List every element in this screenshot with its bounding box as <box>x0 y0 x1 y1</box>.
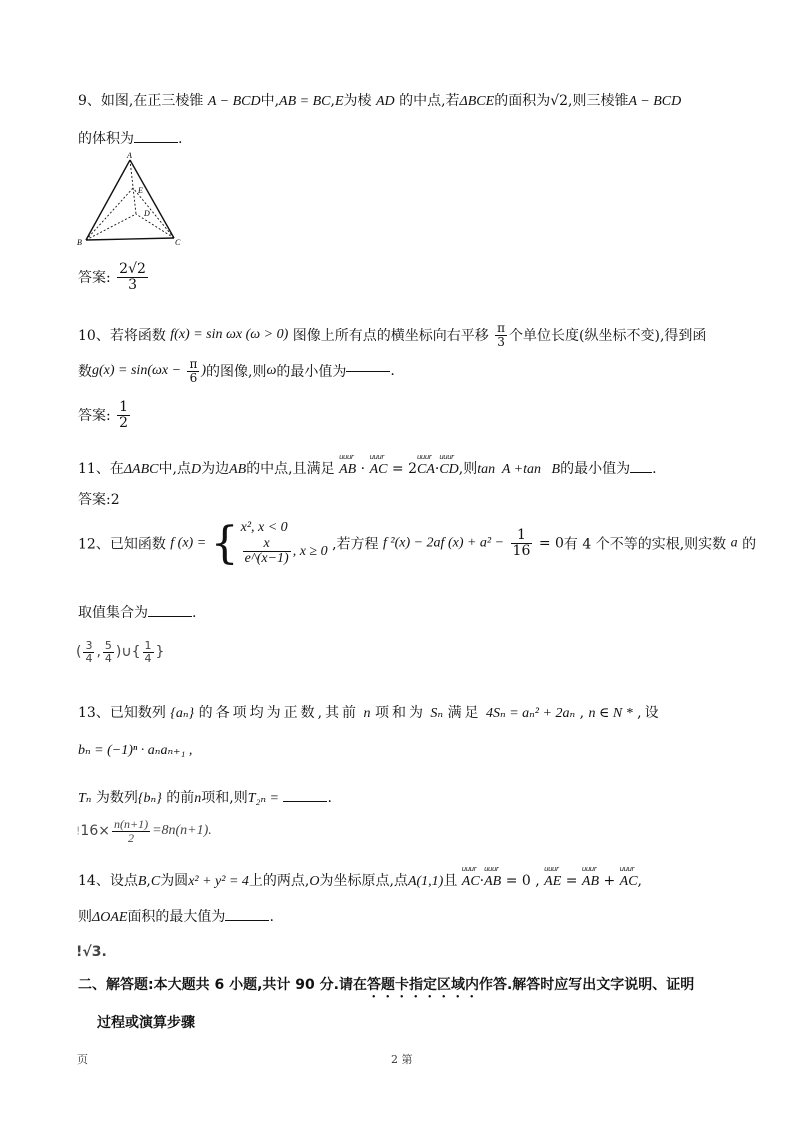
answer-blank <box>630 472 652 473</box>
q13-math: n ∈ N * <box>588 706 633 721</box>
q12-math: f (x) = <box>170 535 207 551</box>
q9-text: 的中点,若 <box>399 93 460 109</box>
q9-pyramid-figure <box>72 150 188 250</box>
q10-text: 的图像,则 <box>206 364 267 381</box>
q10-text: 的最小值为 <box>276 364 347 381</box>
q12-math: = 0 <box>538 535 564 552</box>
q13-text: . <box>327 790 332 806</box>
q10-text: 若将函数 <box>109 328 166 345</box>
vector-ca: uuur CA <box>417 462 435 478</box>
q12-text: . <box>192 605 197 621</box>
q12-line1 <box>78 517 757 569</box>
q14-text: . <box>269 909 274 925</box>
phase-fraction <box>187 358 199 384</box>
q13-number: 13、 <box>78 705 110 721</box>
answer-text: !√3. <box>76 944 107 960</box>
q13-text: 的各项均为正数,其前 <box>198 705 360 721</box>
q9-math: √2 <box>550 93 569 109</box>
q14-math: A(1,1) <box>407 874 444 889</box>
vector-ac: uuur AC <box>620 874 638 890</box>
fraction-denominator: 4 <box>104 651 112 665</box>
q11-math: ΔABC <box>123 462 159 477</box>
q9-math: ΔBCE <box>459 94 495 109</box>
q13-line1 <box>78 702 662 722</box>
fraction-numerator: π <box>189 357 198 371</box>
q14-text: 设点 <box>109 873 138 889</box>
q13-text: 为数列 <box>95 790 138 806</box>
answer-fraction <box>117 400 130 430</box>
case-2-fraction <box>243 537 291 567</box>
q9-text: 为棱 <box>343 93 372 109</box>
fig-label-b: B <box>77 238 82 247</box>
dot-operator: · <box>434 461 440 477</box>
q11-text: . <box>652 461 657 477</box>
q14-text: 为坐标原点,点 <box>319 873 408 889</box>
q14-math: B <box>137 874 147 889</box>
q10-math: g(x) = sin(ωx − <box>92 363 182 379</box>
q13-math: {aₙ} <box>170 706 195 721</box>
fraction-numerator: 5 <box>104 639 112 652</box>
shift-fraction <box>495 322 507 348</box>
q12-number: 12、 <box>78 536 110 553</box>
q9-math: AD <box>375 94 395 109</box>
q11-text: 在 <box>109 461 124 477</box>
fraction-denominator: 3 <box>128 276 137 293</box>
fraction-denominator: 2 <box>119 414 129 431</box>
q10-math: ω <box>266 363 277 379</box>
fig-label-d: D <box>144 209 150 218</box>
answer-blank <box>283 801 327 802</box>
q12-math: a <box>730 535 738 551</box>
q9-math: A − BCD <box>628 94 682 109</box>
q11-answer <box>78 489 120 509</box>
fraction-numerator: 1 <box>119 399 129 415</box>
q14-line1 <box>78 870 642 890</box>
dot-operator: · <box>360 461 366 477</box>
vector-ab: uuur AB <box>484 874 501 890</box>
answer-fraction <box>143 640 154 664</box>
vector-ab: uuur AB <box>582 874 599 890</box>
q13-math: n <box>194 791 202 806</box>
q10-line1 <box>78 322 706 348</box>
answer-text: 答案:2 <box>78 492 120 508</box>
answer-text: ! <box>76 824 81 838</box>
answer-text: 16× <box>80 823 110 840</box>
q9-text: , <box>330 93 335 109</box>
answer-text: } <box>155 644 165 661</box>
q11-math: tan A +tan B <box>477 462 561 477</box>
q13-math: bₙ = (−1)ⁿ · aₙaₙ₊₁ , <box>78 743 193 758</box>
fraction-denominator: 3 <box>497 334 505 349</box>
answer-text: ( <box>76 644 82 661</box>
q13-text: 已知数列 <box>109 705 166 721</box>
q13-text: , <box>579 705 585 721</box>
q11-text: 的中点,且满足 <box>246 461 335 477</box>
q14-math: O <box>309 874 320 889</box>
vector-ac: uuur AC <box>370 462 388 478</box>
q10-number: 10、 <box>78 328 110 345</box>
q13-line2 <box>78 742 192 759</box>
q9-text: . <box>178 131 183 147</box>
vector-ac: uuur AC <box>462 874 480 890</box>
q9-text: 的体积为 <box>78 131 134 147</box>
q13-math: Sₙ <box>430 706 444 721</box>
section-heading <box>78 974 694 1001</box>
q13-math: Tₙ <box>78 791 92 806</box>
q13-text: 满足 <box>447 705 482 721</box>
q11-text: 中,点 <box>158 461 191 477</box>
q12-text: 取值集合为 <box>78 605 148 621</box>
vector-cd: uuur CD <box>439 462 458 478</box>
page-number <box>391 1051 413 1067</box>
q12-text: 的 <box>742 536 757 553</box>
q11-line1 <box>78 458 657 478</box>
q13-math: {bₙ} <box>137 791 162 806</box>
q14-line2 <box>78 906 274 926</box>
q13-text: 项和为 <box>374 705 426 721</box>
fig-label-a: A <box>127 151 132 160</box>
q11-text: 为边 <box>201 461 230 477</box>
q11-number: 11、 <box>78 461 110 477</box>
q9-text: 中, <box>260 93 280 109</box>
vector-ae: uuur AE <box>544 874 561 890</box>
q11-math: AB <box>229 462 247 477</box>
q12-text: ,若方程 <box>332 536 379 553</box>
fraction-denominator: 4 <box>144 651 152 665</box>
q12-text: 已知函数 <box>109 536 166 553</box>
section-text: 作答.解答时应写出文字说明、证明 <box>478 977 695 993</box>
q14-math: x² + y² = 4 <box>188 874 249 889</box>
q12-math: f ²(x) − 2af (x) + a² − <box>382 535 505 551</box>
q14-text: , <box>146 873 151 889</box>
q14-text: 为圆 <box>160 873 189 889</box>
q10-text: 图像上所有点的横坐标向右平移 <box>292 328 489 345</box>
answer-blank <box>225 920 269 921</box>
piecewise-cases <box>241 520 328 567</box>
q9-math: A − BCD <box>207 94 261 109</box>
answer-text: )∪{ <box>115 644 141 661</box>
fraction-numerator: n(n+1) <box>113 817 149 831</box>
q12-text: 有 4 个不等的实根,则实数 <box>563 536 727 553</box>
q9-line1 <box>78 90 681 110</box>
fraction-numerator: x <box>243 537 291 553</box>
q9-answer <box>78 262 150 292</box>
footer-left <box>77 1051 88 1067</box>
case-2-condition: , x ≥ 0 <box>292 543 328 559</box>
q14-math: = 0 , <box>505 873 540 889</box>
q13-math: 4Sₙ = aₙ² + 2aₙ <box>486 706 576 721</box>
q14-math: + <box>603 873 616 889</box>
answer-blank <box>134 142 178 143</box>
footer-text: 页 <box>77 1053 88 1066</box>
q10-line2 <box>78 358 395 384</box>
q9-text: 的面积为 <box>494 93 551 109</box>
answer-label: 答案: <box>78 270 111 287</box>
q14-text: 则 <box>78 909 92 925</box>
section-emphasis: 答题卡指定区域内 <box>366 977 479 993</box>
q12-fraction <box>511 528 533 558</box>
q12-line2 <box>78 602 196 622</box>
q10-math: f(x) = sin ωx (ω > 0) <box>170 327 289 343</box>
fraction-denominator: 6 <box>189 370 198 385</box>
fraction-numerator: 3 <box>85 639 93 652</box>
fraction-denominator: 4 <box>85 651 93 665</box>
q14-text: 上的两点, <box>248 873 310 889</box>
footer-text: 2 第 <box>391 1053 413 1066</box>
vector-ab: uuur AB <box>339 462 356 478</box>
fraction-denominator: 16 <box>512 543 531 560</box>
q14-math: ΔOAE <box>92 910 128 925</box>
answer-label: 答案: <box>78 408 111 425</box>
q9-line2 <box>78 128 182 148</box>
q10-text: . <box>390 363 395 380</box>
q13-math: T₂ₙ = <box>247 791 279 806</box>
q14-text: 且 <box>443 873 458 889</box>
fraction-numerator: 1 <box>144 639 152 652</box>
q12-answer <box>76 640 164 664</box>
q14-math: = <box>565 873 578 889</box>
dot-operator: · <box>479 873 485 889</box>
fraction-numerator: π <box>497 321 506 335</box>
fraction-numerator: 2√2 <box>119 261 146 277</box>
q11-math: D <box>190 462 202 477</box>
q13-text: ,设 <box>637 705 662 721</box>
section-text: 二、解答题:本大题共 6 小题,共计 90 分.请在 <box>78 977 367 993</box>
q14-answer <box>76 944 107 960</box>
q10-text: 个单位长度(纵坐标不变),得到函 <box>509 328 707 345</box>
q11-text: ,则 <box>458 461 478 477</box>
q10-text: 数 <box>78 364 92 381</box>
answer-fraction <box>117 262 148 292</box>
q9-math: AB = BC <box>279 94 331 109</box>
case-1: x², x < 0 <box>240 520 288 535</box>
answer-fraction <box>83 640 94 664</box>
q13-answer <box>76 818 212 844</box>
q9-math: E <box>334 94 344 109</box>
answer-text: =8n(n+1). <box>152 823 212 839</box>
fraction-denominator: 2 <box>128 830 135 845</box>
q13-math: n <box>363 706 371 721</box>
q14-math: C <box>150 874 161 889</box>
q9-text: ,则三棱锥 <box>568 93 629 109</box>
q11-text: 的最小值为 <box>560 461 631 477</box>
q10-answer <box>78 400 132 430</box>
q13-line3 <box>78 787 332 807</box>
q13-text: 的前 <box>166 790 195 806</box>
left-brace-icon: { <box>210 517 239 569</box>
section-text: 过程或演算步骤 <box>97 1015 195 1031</box>
answer-blank <box>148 616 192 617</box>
answer-fraction <box>112 818 150 844</box>
q9-text: 如图,在正三棱锥 <box>100 93 204 109</box>
fraction-denominator: e^(x−1) <box>244 551 289 567</box>
q13-text: 项和,则 <box>201 790 248 806</box>
q14-text: 面积的最大值为 <box>127 909 226 925</box>
fig-label-e: E <box>138 186 143 195</box>
case-2 <box>241 537 328 567</box>
q10-math: ) <box>201 363 207 379</box>
answer-blank <box>346 371 390 372</box>
fraction-numerator: 1 <box>511 528 533 544</box>
q11-math: = 2 <box>391 461 417 477</box>
answer-text: , <box>96 644 101 661</box>
q14-number: 14、 <box>78 873 110 889</box>
fig-label-c: C <box>175 238 181 247</box>
q14-text: , <box>637 873 642 889</box>
answer-fraction <box>103 640 114 664</box>
section-heading-line2 <box>97 1012 195 1032</box>
q9-number: 9、 <box>78 93 101 109</box>
